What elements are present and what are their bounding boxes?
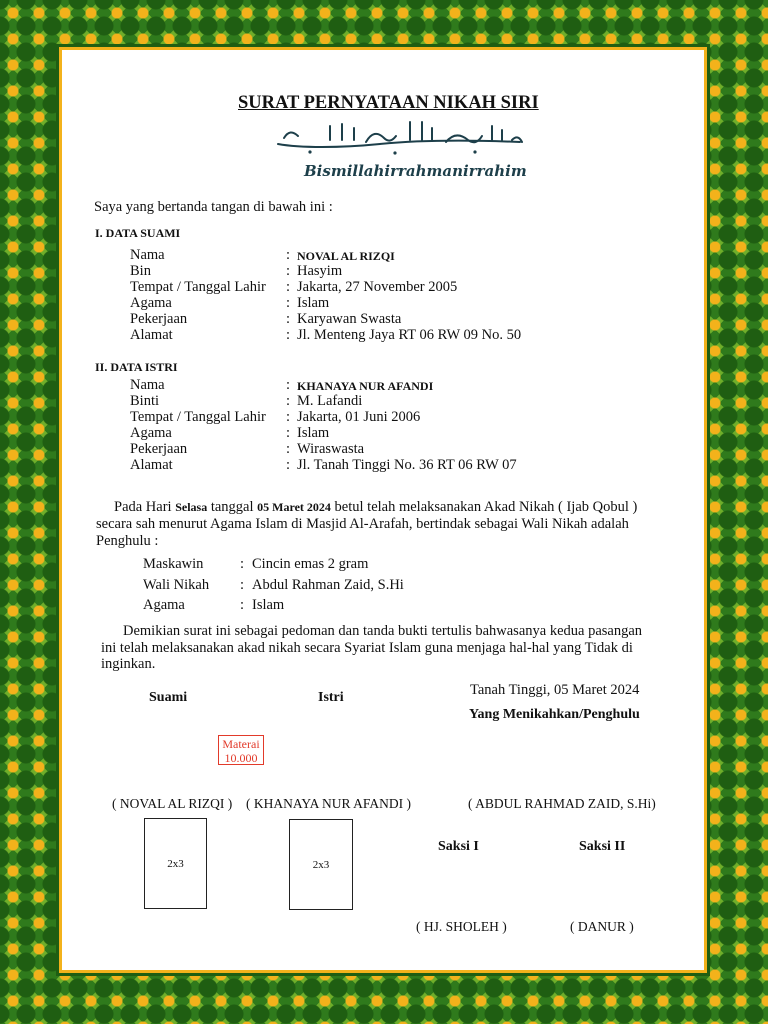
- istri-value-5: Jl. Tanah Tinggi No. 36 RT 06 RW 07: [297, 457, 517, 473]
- suami-label-0: Nama: [130, 247, 165, 263]
- istri-value-2: Jakarta, 01 Juni 2006: [297, 409, 421, 425]
- istri-value-3: Islam: [297, 425, 330, 441]
- penghulu-label: Yang Menikahkan/Penghulu: [469, 707, 640, 722]
- suami-colon-5: :: [286, 327, 291, 343]
- istri-label-0: Nama: [130, 377, 165, 393]
- akad-line-1: Pada Hari Selasa tanggal 05 Maret 2024 betul telah melaksanakan Akad Nikah ( Ijab Qobul ): [114, 499, 638, 515]
- intro-text: Saya yang bertanda tangan di bawah ini :: [94, 199, 333, 215]
- istri-label-3: Agama: [130, 425, 172, 441]
- istri-heading: II. DATA ISTRI: [95, 360, 178, 374]
- detail-value-1: Abdul Rahman Zaid, S.Hi: [252, 577, 404, 593]
- istri-signature-label: Istri: [318, 690, 344, 705]
- closing-line-1: Demikian surat ini sebagai pedoman dan tanda bukti tertulis bahwasanya kedua pasangan: [123, 623, 643, 639]
- istri-colon-3: :: [286, 425, 291, 441]
- istri-label-2: Tempat / Tanggal Lahir: [130, 409, 266, 425]
- detail-label-2: Agama: [143, 597, 185, 613]
- istri-colon-1: :: [286, 393, 291, 409]
- istri-colon-2: :: [286, 409, 291, 425]
- suami-label-4: Pekerjaan: [130, 311, 188, 327]
- bismillah-latin: Bismillahirrahmanirrahim: [304, 162, 527, 180]
- saksi-1-label: Saksi I: [438, 839, 479, 854]
- suami-colon-2: :: [286, 279, 291, 295]
- saksi-2-name: ( DANUR ): [570, 919, 634, 934]
- istri-signature-name: ( KHANAYA NUR AFANDI ): [246, 796, 412, 811]
- closing-line-3: inginkan.: [101, 656, 156, 672]
- suami-label-1: Bin: [130, 263, 151, 279]
- detail-value-2: Islam: [252, 597, 285, 613]
- akad-line-2: secara sah menurut Agama Islam di Masjid Al-Arafah, bertindak sebagai Wali Nikah adalah: [96, 516, 629, 532]
- saksi-1-name: ( HJ. SHOLEH ): [416, 919, 507, 934]
- place-date: Tanah Tinggi, 05 Maret 2024: [470, 682, 640, 698]
- closing-line-2: ini telah melaksanakan akad nikah secara Syariat Islam guna menjaga hal-hal yang Tidak di: [101, 640, 633, 656]
- istri-colon-0: :: [286, 377, 291, 393]
- suami-value-2: Jakarta, 27 November 2005: [297, 279, 458, 295]
- detail-colon-2: :: [240, 597, 245, 613]
- photo-placeholder-suami: 2x3: [144, 818, 207, 909]
- istri-label-4: Pekerjaan: [130, 441, 188, 457]
- bismillah-calligraphy-icon: [270, 118, 530, 158]
- istri-colon-4: :: [286, 441, 291, 457]
- suami-heading: I. DATA SUAMI: [95, 226, 181, 240]
- istri-colon-5: :: [286, 457, 291, 473]
- detail-colon-1: :: [240, 577, 245, 593]
- suami-colon-1: :: [286, 263, 291, 279]
- suami-label-3: Agama: [130, 295, 172, 311]
- detail-label-0: Maskawin: [143, 556, 204, 572]
- suami-label-5: Alamat: [130, 327, 173, 343]
- suami-colon-0: :: [286, 247, 291, 263]
- materai-line-1: Materai: [222, 737, 260, 751]
- suami-value-3: Islam: [297, 295, 330, 311]
- materai-line-2: 10.000: [224, 751, 258, 765]
- saksi-2-label: Saksi II: [579, 839, 626, 854]
- suami-colon-4: :: [286, 311, 291, 327]
- detail-label-1: Wali Nikah: [143, 577, 210, 593]
- suami-value-4: Karyawan Swasta: [297, 311, 402, 327]
- istri-label-1: Binti: [130, 393, 160, 409]
- document-title: SURAT PERNYATAAN NIKAH SIRI: [238, 93, 539, 113]
- suami-value-0: NOVAL AL RIZQI: [297, 249, 395, 263]
- suami-signature-name: ( NOVAL AL RIZQI ): [112, 796, 233, 811]
- detail-value-0: Cincin emas 2 gram: [252, 556, 369, 572]
- suami-value-5: Jl. Menteng Jaya RT 06 RW 09 No. 50: [297, 327, 522, 343]
- photo-placeholder-istri: 2x3: [289, 819, 353, 910]
- suami-signature-label: Suami: [149, 690, 188, 705]
- suami-colon-3: :: [286, 295, 291, 311]
- istri-value-4: Wiraswasta: [297, 441, 365, 457]
- suami-label-2: Tempat / Tanggal Lahir: [130, 279, 266, 295]
- akad-line-3: Penghulu :: [96, 533, 159, 549]
- istri-label-5: Alamat: [130, 457, 173, 473]
- detail-colon-0: :: [240, 556, 245, 572]
- penghulu-signature-name: ( ABDUL RAHMAD ZAID, S.Hi): [468, 796, 656, 811]
- istri-value-1: M. Lafandi: [297, 393, 363, 409]
- suami-value-1: Hasyim: [297, 263, 343, 279]
- istri-value-0: KHANAYA NUR AFANDI: [297, 379, 434, 393]
- materai-stamp: [218, 735, 264, 765]
